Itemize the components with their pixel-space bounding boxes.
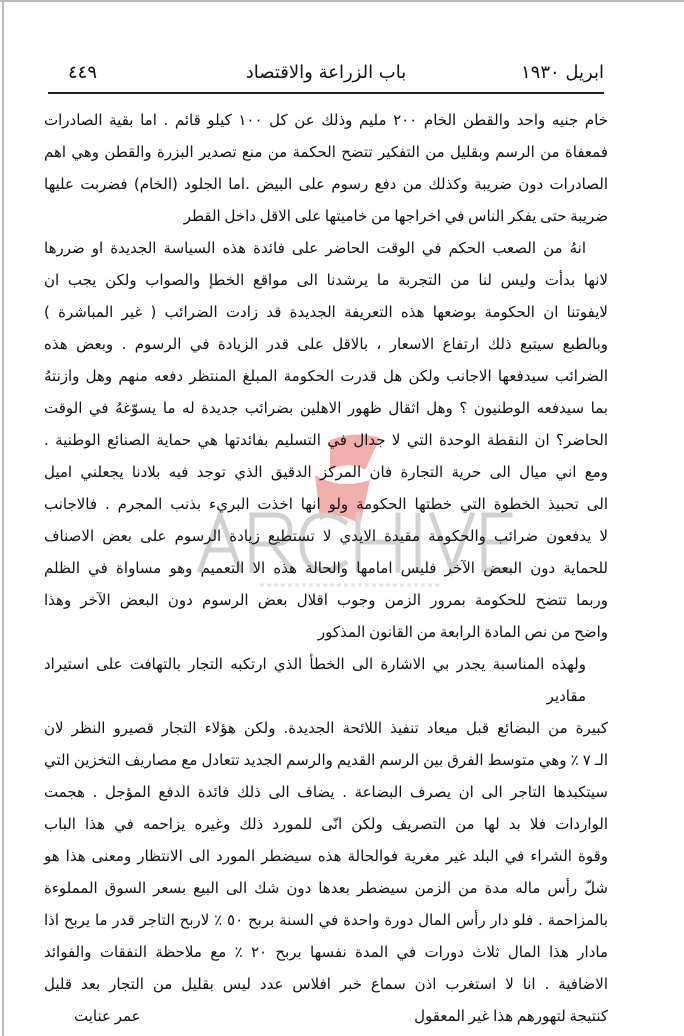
text-line: لايفوتنا ان الحكومة بوضعها هذه التعريفة الجديدة قد زادت الضرائب ( غير المباشرة ) xyxy=(44,303,608,321)
page-edge-left xyxy=(2,0,4,1036)
text-line: انهُ من الصعب الحكم في الوقت الحاضر على فائدة هذه السياسة الجديدة او ضررها xyxy=(44,239,586,257)
text-line: الصادرات دون ضريبة وكذلك من دفع رسوم على البيض .اما الجلود (الخام) فضربت عليها xyxy=(44,175,608,193)
text-line: لا يدفعون ضرائب والحكومة مقيدة الايدي لا تستطيع زيادة الرسوم على بعض الاصناف xyxy=(44,527,608,545)
closing-line xyxy=(44,1000,608,1032)
text-line: الحاضر؟ ان النقطة الوحدة التي لا جدال في التسليم بفائدتها هي حماية الصنائع الوطنية . xyxy=(44,431,608,449)
text-line: وبالطبع سيتبع ذلك ارتفاع الاسعار ، بالاقل على قدر الزيادة في الرسوم . وبعض هذه xyxy=(44,335,608,353)
text-line: فمعفاة من الرسم وبقليل من التفكير تتضح الحكمة من منع تصدير البزرة والقطن وهي اهم xyxy=(44,143,608,161)
text-line: ومع اني ميال الى حرية التجارة فان المركز الدقيق الذي توجد فيه بلادنا يجعلني اميل xyxy=(44,463,608,481)
text-line: الـ ٧ ٪ وهي متوسط الفرق بين الرسم القديم والرسم الجديد تتعادل مع مصاريف التخزين التي xyxy=(44,751,608,769)
text-line: لانها بدأت وليس لنا من التجربة ما يرشدنا الى مواقع الخطإ والصواب ولكن يجب ان xyxy=(44,271,608,289)
text-line: شلّ رأس ماله مدة من الزمن سيضطر بعدها دون شك الى البيع بسعر السوق المملوءة xyxy=(44,879,608,897)
text-line: الى تحبيذ الخطوة التي خطتها الحكومة ولو انها اخذت البريء بذنب المجرم . فالاجانب xyxy=(44,495,608,513)
page-header xyxy=(48,62,604,90)
text-line: للحماية دون البعض الآخر فليس امامها والحالة هذه الا التعميم وهو مساواة في الظلم xyxy=(44,559,608,577)
page-number: ٤٤٩ xyxy=(68,62,98,83)
article-body xyxy=(44,104,608,1032)
author-signature: عمر عنايت xyxy=(74,1007,141,1025)
text-line: وقوة الشراء في البلد غير مغرية فوالحالة هذه سيضطر المورد الى الانتظار ومعنى هذا هو xyxy=(44,847,608,865)
page-edge-top xyxy=(0,0,684,2)
text-line: بما سيدفعه الوطنيون ؟ وهل اثقال ظهور الاهلين بضرائب جديدة له ما يسوّغهُ في الوقت xyxy=(44,399,608,417)
section-title: باب الزراعة والاقتصاد xyxy=(245,62,407,83)
text-line: ضريبة حتى يفكر الناس في اخراجها من خاميتها على الاقل داخل القطر xyxy=(183,207,608,225)
text-line: الضرائب سيدفعها الاجانب ولكن هل قدرت الحكومة المبلغ المنتظر دفعه منهم وهل وازنتهُ xyxy=(44,367,608,385)
text-line: سيتكبدها التاجر الى ان يصرف البضاعة . يضاف الى ذلك فائدة الدفع المؤجل . هجمت xyxy=(44,783,608,801)
text-line: الواردات فلا بد لها من التصريف ولكن انّى للمورد ذلك وغيره يزاحمه في هذا الباب xyxy=(44,815,608,833)
text-line: خام جنيه واحد والقطن الخام ٢٠٠ مليم وذلك عن كل ١٠٠ كيلو قائم . اما بقية الصادرات xyxy=(44,111,609,129)
text-line: وربما تتضح للحكومة بمرور الزمن وجوب اقلال بعض الرسوم دون البعض الآخر وهذا xyxy=(44,591,608,609)
text-line: مادار هذا المال ثلاث دورات في المدة نفسها بربح ٢٠ ٪ مع ملاحظة النفقات والفوائد xyxy=(44,943,608,961)
header-rule xyxy=(48,92,604,94)
last-text-line: كنتيجة لتهورهم هذا غير المعقول xyxy=(414,1007,608,1025)
text-line: بالمزاحمة . فلو دار رأس المال دورة واحدة في السنة بربح ٥٠ ٪ لاربح التاجر قدر ما يربح اذا xyxy=(44,911,608,929)
issue-date: ابريل ١٩٣٠ xyxy=(521,62,604,83)
text-line: كبيرة من البضائع قبل ميعاد تنفيذ اللائحة الجديدة. ولكن هؤلاء التجار قصيرو النظر لان xyxy=(44,719,608,737)
text-line: ولهذه المناسبة يجدر بي الاشارة الى الخطأ الذي ارتكبه التجار بالتهافت على استيراد مقادير xyxy=(44,655,586,705)
text-line: الاضافية . انا لا استغرب اذن سماع خبر افلاس عدد ليس بقليل من التجار بعد قليل xyxy=(44,975,608,993)
text-line: واضح من نص المادة الرابعة من القانون المذكور xyxy=(317,623,608,641)
